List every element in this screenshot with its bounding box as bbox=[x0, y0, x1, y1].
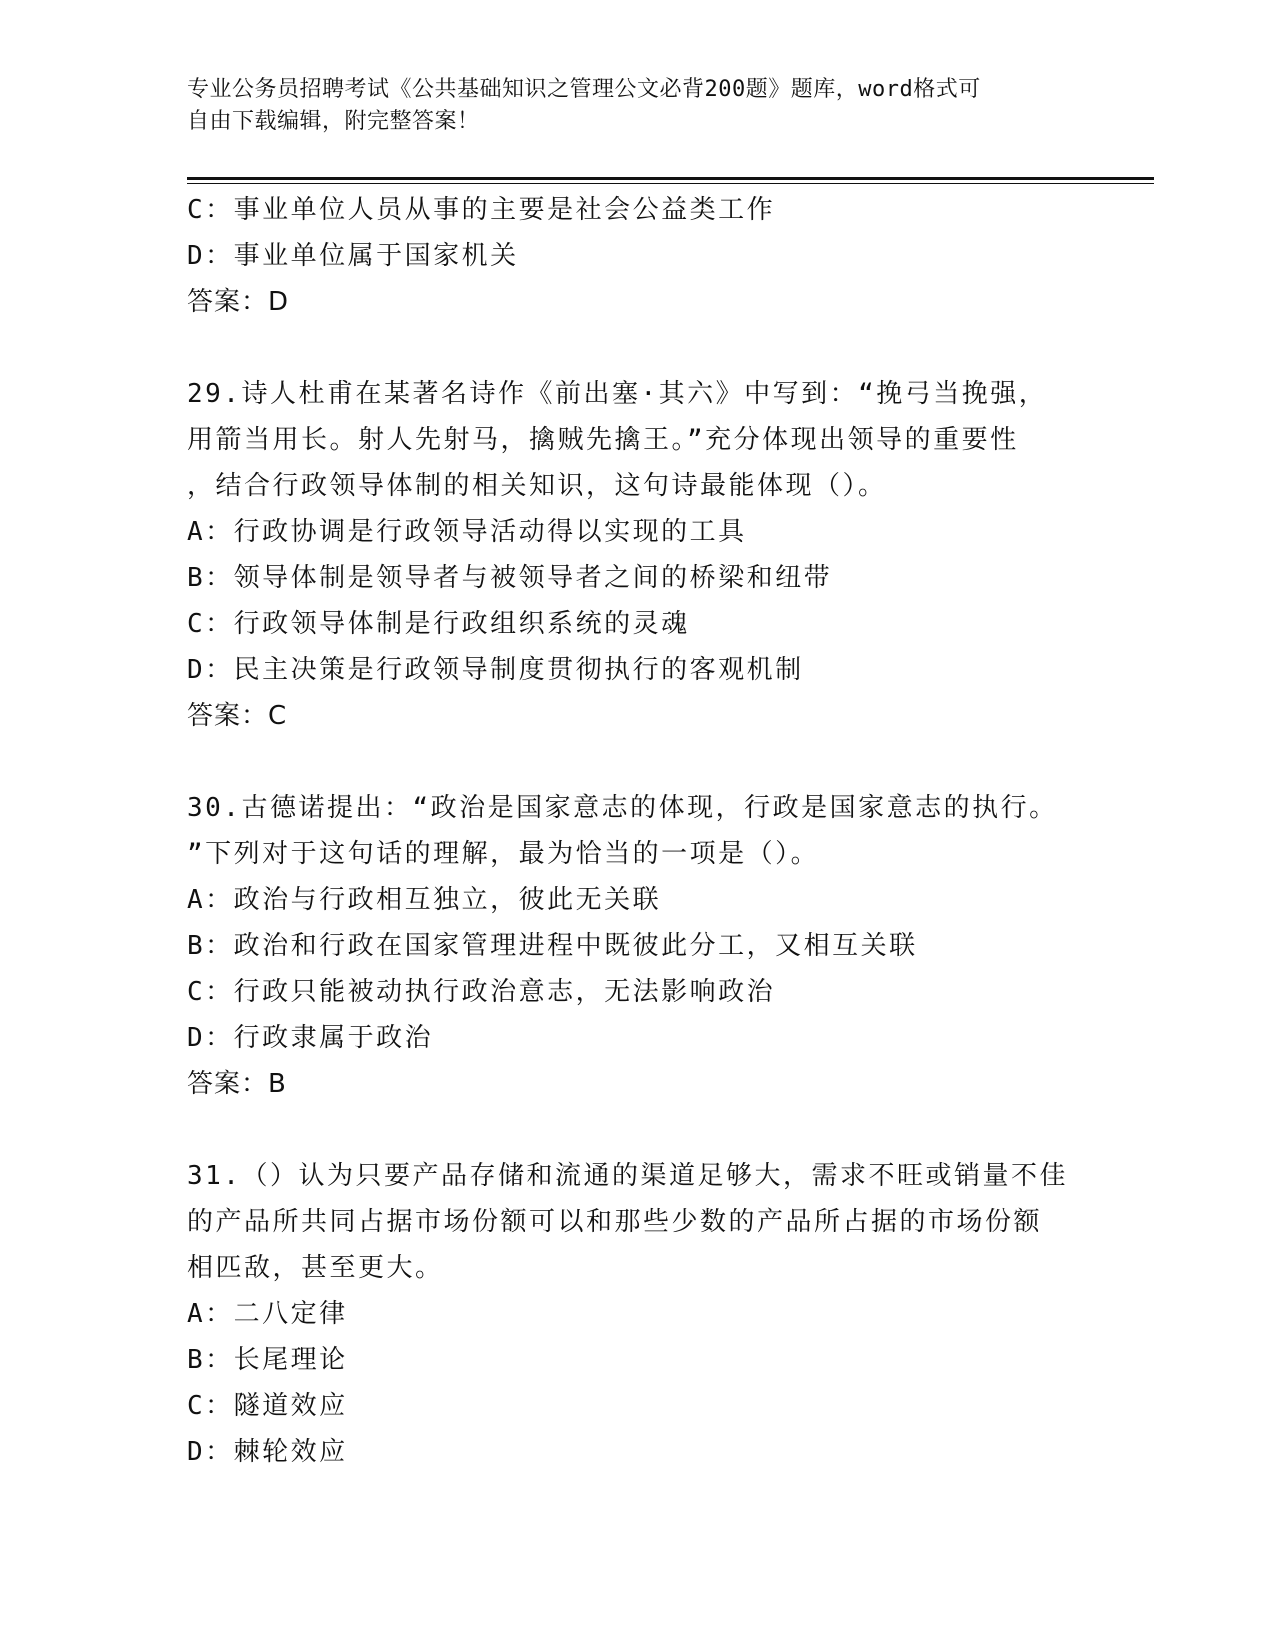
answer-line: 答案：D bbox=[187, 287, 290, 317]
option-d: D：民主决策是行政领导制度贯彻执行的客观机制 bbox=[187, 655, 804, 685]
question-30 bbox=[187, 785, 1087, 1107]
option-d: D：事业单位属于国家机关 bbox=[187, 241, 519, 271]
document-header bbox=[187, 74, 1067, 138]
option-b: B：长尾理论 bbox=[187, 1345, 348, 1375]
option-a: A：二八定律 bbox=[187, 1299, 348, 1329]
question-stem-line-2: 的产品所共同占据市场份额可以和那些少数的产品所占据的市场份额 bbox=[187, 1207, 1043, 1237]
question-stem-line-2: 用箭当用长。射人先射马，擒贼先擒王。”充分体现出领导的重要性 bbox=[187, 425, 1019, 455]
option-a: A：政治与行政相互独立，彼此无关联 bbox=[187, 885, 662, 915]
question-list bbox=[187, 187, 1087, 1475]
question-stem-line-1: 31.（）认为只要产品存储和流通的渠道足够大，需求不旺或销量不佳 bbox=[187, 1161, 1068, 1191]
question-stem-line-2: ”下列对于这句话的理解，最为恰当的一项是（）。 bbox=[187, 839, 820, 869]
option-b: B：政治和行政在国家管理进程中既彼此分工，又相互关联 bbox=[187, 931, 918, 961]
answer-line: 答案：C bbox=[187, 701, 288, 731]
answer-line: 答案：B bbox=[187, 1069, 287, 1099]
spacer bbox=[187, 1107, 1087, 1153]
question-stem-line-1: 29.诗人杜甫在某著名诗作《前出塞·其六》中写到：“挽弓当挽强， bbox=[187, 379, 1048, 409]
option-c: C：行政只能被动执行政治意志，无法影响政治 bbox=[187, 977, 776, 1007]
question-stem-line-3: 相匹敌，甚至更大。 bbox=[187, 1253, 444, 1283]
option-d: D：棘轮效应 bbox=[187, 1437, 348, 1467]
question-stem-line-1: 30.古德诺提出：“政治是国家意志的体现，行政是国家意志的执行。 bbox=[187, 793, 1058, 823]
spacer bbox=[187, 739, 1087, 785]
option-b: B：领导体制是领导者与被领导者之间的桥梁和纽带 bbox=[187, 563, 833, 593]
option-c: C：事业单位人员从事的主要是社会公益类工作 bbox=[187, 195, 776, 225]
option-c: C：行政领导体制是行政组织系统的灵魂 bbox=[187, 609, 690, 639]
header-divider-thick bbox=[187, 177, 1154, 180]
spacer bbox=[187, 325, 1087, 371]
header-line-1: 专业公务员招聘考试《公共基础知识之管理公文必背200题》题库，word格式可 bbox=[187, 77, 981, 102]
header-divider-thin bbox=[187, 183, 1154, 184]
header-line-2: 自由下载编辑，附完整答案！ bbox=[187, 109, 480, 134]
question-stem-line-3: ，结合行政领导体制的相关知识，这句诗最能体现（）。 bbox=[187, 471, 887, 501]
question-28 bbox=[187, 187, 1087, 325]
option-d: D：行政隶属于政治 bbox=[187, 1023, 434, 1053]
question-29 bbox=[187, 371, 1087, 739]
option-a: A：行政协调是行政领导活动得以实现的工具 bbox=[187, 517, 747, 547]
option-c: C：隧道效应 bbox=[187, 1391, 348, 1421]
question-31 bbox=[187, 1153, 1087, 1475]
